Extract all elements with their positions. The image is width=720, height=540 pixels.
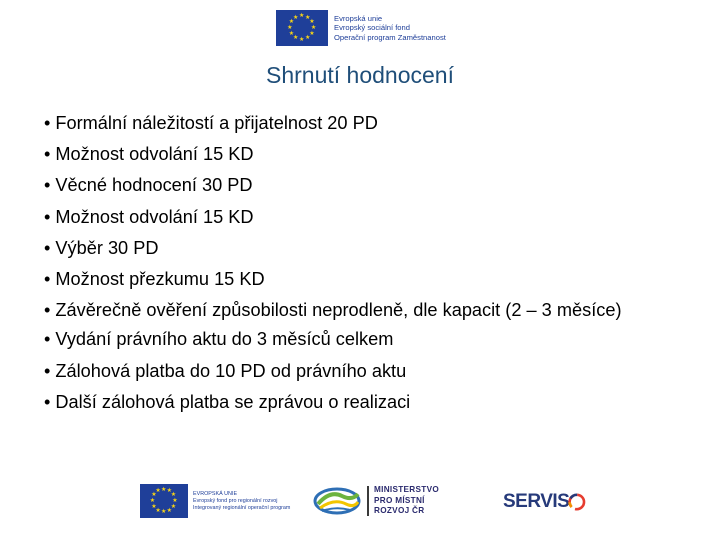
- bullet-text: Zálohová platba do 10 PD od právního aktu: [55, 360, 407, 381]
- eu-star-icon: ★: [155, 487, 161, 495]
- eu-flag-icon: [276, 10, 328, 46]
- servis-ring-icon: [567, 487, 587, 517]
- bullet-text: Další zálohová platba se zprávou o realizaci: [55, 391, 411, 412]
- irop-logo-line: Evropský fond pro regionální rozvoj: [193, 497, 278, 504]
- eu-flag-icon: [140, 484, 188, 518]
- mmr-logo-line: PRO MÍSTNÍ: [374, 495, 425, 505]
- irop-logo-text: [193, 491, 290, 512]
- header-logo-line: Operační program Zaměstnanost: [334, 32, 446, 42]
- bullet-item: [44, 389, 684, 416]
- irop-logo: [140, 483, 302, 519]
- bullet-text: Možnost přezkumu 15 KD: [55, 269, 265, 290]
- bullet-symbol: •: [44, 300, 51, 321]
- mmr-logo: [312, 482, 462, 520]
- eu-star-icon: ★: [149, 497, 156, 504]
- bullet-symbol: •: [44, 144, 51, 165]
- bullet-item: [44, 110, 684, 137]
- eu-star-icon: ★: [161, 508, 167, 516]
- bullet-text: Věcné hodnocení 30 PD: [55, 175, 253, 196]
- bullet-text: Formální náležitostí a přijatelnost 20 PD: [55, 113, 378, 133]
- eu-star-icon: ★: [309, 18, 315, 26]
- bullet-item: [44, 297, 684, 324]
- eu-star-icon: ★: [170, 491, 177, 499]
- bullet-symbol: •: [44, 269, 51, 290]
- bullet-symbol: •: [44, 391, 51, 412]
- eu-star-icon: ★: [172, 497, 178, 504]
- header-logo: [276, 9, 476, 47]
- bullet-item: [44, 358, 684, 385]
- header-logo-text: [334, 14, 446, 43]
- eu-star-icon: ★: [170, 502, 177, 510]
- bullet-item: [44, 141, 684, 168]
- bullet-item: [44, 235, 684, 262]
- bullet-item: [44, 172, 684, 199]
- irop-logo-line: EVROPSKÁ UNIE: [193, 490, 238, 497]
- eu-star-icon: ★: [287, 24, 293, 31]
- eu-star-icon: ★: [288, 18, 295, 26]
- eu-star-icon: ★: [151, 502, 157, 510]
- bullet-text: Výběr 30 PD: [55, 237, 159, 258]
- header-logo-line: Evropský sociální fond: [334, 23, 410, 33]
- eu-star-icon: ★: [293, 13, 299, 21]
- bullet-text: Možnost odvolání 15 KD: [55, 144, 254, 165]
- eu-star-icon: ★: [288, 29, 295, 37]
- eu-star-icon: ★: [310, 24, 317, 31]
- bullet-list: [44, 110, 684, 420]
- eu-star-icon: ★: [155, 506, 161, 514]
- mmr-logo-line: MINISTERSTVO: [374, 485, 440, 495]
- eu-star-icon: ★: [161, 485, 167, 493]
- eu-star-icon: ★: [299, 35, 305, 43]
- eu-star-icon: ★: [299, 12, 305, 20]
- bullet-symbol: •: [44, 360, 51, 381]
- eu-star-icon: ★: [309, 29, 315, 37]
- mmr-logo-line: ROZVOJ ČR: [374, 506, 425, 516]
- bullet-text: Závěrečně ověření způsobilosti neprodleně, dle kapacit (2 – 3 měsíce): [55, 300, 622, 321]
- servis-logo: [503, 484, 587, 520]
- bullet-symbol: •: [44, 237, 51, 258]
- header-logo-line: Evropská unie: [334, 13, 383, 23]
- eu-star-icon: ★: [304, 13, 311, 21]
- mmr-logo-text: [374, 485, 439, 516]
- mmr-separator: [367, 486, 369, 516]
- slide-title: Shrnutí hodnocení: [266, 62, 454, 88]
- footer-logos: [0, 478, 720, 524]
- eu-star-icon: ★: [166, 506, 172, 514]
- bullet-item: [44, 266, 684, 293]
- bullet-item: [44, 326, 684, 353]
- bullet-symbol: •: [44, 175, 51, 196]
- irop-logo-line: Integrovaný regionální operační program: [193, 504, 291, 511]
- eu-star-icon: ★: [304, 34, 311, 42]
- bullet-item: [44, 204, 684, 231]
- bullet-text: Možnost odvolání 15 KD: [55, 206, 254, 227]
- bullet-symbol: •: [44, 206, 51, 227]
- servis-logo-text: SERVIS: [503, 491, 570, 512]
- bullet-symbol: •: [44, 113, 51, 133]
- bullet-symbol: •: [44, 329, 51, 350]
- eu-star-icon: ★: [293, 34, 299, 42]
- bullet-text: Vydání právního aktu do 3 měsíců celkem: [55, 329, 394, 350]
- mmr-emblem-icon: [312, 484, 362, 518]
- eu-star-icon: ★: [151, 491, 157, 499]
- eu-star-icon: ★: [166, 487, 172, 495]
